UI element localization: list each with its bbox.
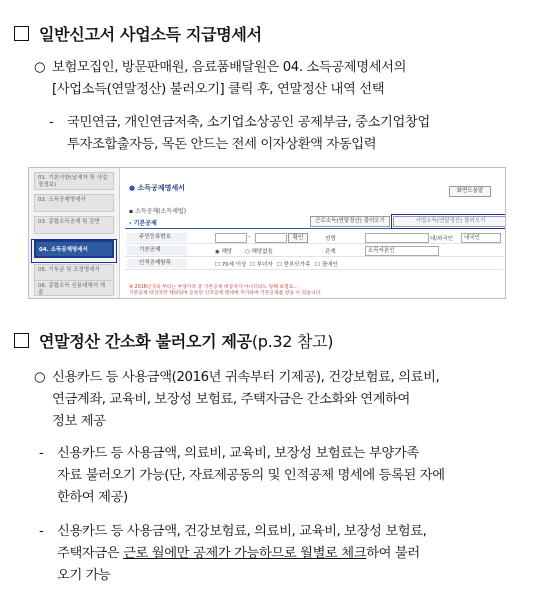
embedded-screenshot [28, 167, 506, 299]
checkbox-option[interactable]: ☐ 70세 이상 [215, 262, 247, 268]
checkbox-option[interactable]: ☐ 부녀자 [250, 262, 273, 268]
highlight-box [31, 239, 117, 263]
section2-paragraph-1 [34, 367, 440, 433]
section2-title: 연말정산 간소화 불러오기 제공(p.32 참고) [14, 329, 333, 352]
radio-icon: ◉ [215, 249, 220, 255]
field-label: 관계 [325, 249, 336, 255]
form-row [125, 257, 503, 270]
checkbox-option[interactable]: ☐ 한부모가족 [277, 262, 311, 268]
text-line: 주택자금은 근로 월에만 공제가 가능하므로 월별로 체크하여 불러 [57, 546, 420, 561]
checkbox-icon: ☐ [277, 262, 282, 268]
sidebar-item[interactable]: 02. 소득공제명세서 [34, 194, 114, 212]
page-reference: (p.32 참고) [251, 332, 334, 351]
sidebar-item[interactable]: 03. 종합소득공제 및 감면 [34, 216, 114, 234]
text-line: 국민연금, 개인연금저축, 소기업소상공인 공제부금, 중소기업창업 [67, 115, 430, 130]
text-line: [사업소득(연말정산) 불러오기] 클릭 후, 연말정산 내역 선택 [52, 82, 385, 97]
field-label: 주민등록번호 [127, 233, 187, 242]
section2-paragraph-2 [39, 443, 445, 509]
section2-paragraph-3 [39, 521, 427, 587]
nationality-select[interactable]: 내국인 [461, 233, 501, 243]
underlined-text: 근로 월에만 공제가 가능하므로 월별로 체크 [123, 546, 367, 561]
text-line: 신용카드 등 사용금액(2016년 귀속부터 기제공), 건강보험료, 의료비, [52, 370, 440, 385]
radio-option[interactable]: ○ 해당없음 [245, 249, 273, 255]
text-line: 한하여 제공) [57, 490, 128, 505]
help-button[interactable]: 화면도움말 [449, 186, 491, 197]
ssn-back-input[interactable] [255, 233, 287, 243]
form-row [125, 231, 503, 244]
checkbox-icon: ☐ [250, 262, 255, 268]
main-title: ● 소득공제명세서 [129, 184, 185, 192]
circle-dot-icon: ● [129, 184, 136, 192]
text-line: 오기 가능 [57, 568, 111, 583]
confirm-button[interactable]: 확인 [288, 233, 308, 243]
field-label: 성명 [325, 236, 336, 242]
business-income-import-button[interactable]: 사업소득(연말정산) 불러오기 [393, 216, 506, 227]
text-line: 보험모집인, 방문판매원, 음료품배달원은 04. 소득공제명세서의 [52, 60, 407, 75]
square-bullet-icon: ▪ [129, 208, 134, 215]
highlight-box [391, 214, 506, 229]
sidebar-item-active[interactable]: 04. 소득공제명세서 [34, 240, 114, 258]
sidebar-item[interactable]: 05. 기부금 및 조정명세서 [34, 264, 114, 282]
dash-bullet: - [39, 446, 44, 461]
checkbox-icon: ☐ [315, 262, 320, 268]
circle-bullet-icon: ○ [34, 370, 46, 385]
section1-title: 일반신고서 사업소득 지급명세서 [14, 22, 262, 45]
text-line: 신용카드 등 사용금액, 건강보험료, 의료비, 교육비, 보장성 보험료, [57, 524, 427, 539]
checkbox-option[interactable]: ☐ 장애인 [315, 262, 338, 268]
text-line: 신용카드 등 사용금액, 의료비, 교육비, 보장성 보험료는 부양가족 [57, 446, 419, 461]
sidebar [29, 168, 120, 298]
ssn-front-input[interactable] [215, 233, 247, 243]
tab-basic-deduction[interactable]: › 기본공제 [129, 220, 157, 227]
note-line: 기본공제 대상자만 해당되며 등록된 인적공제 명세에 추가하여 기본공제를 받을 수 있습니다. [129, 291, 322, 296]
field-label: 내/외국인 [430, 236, 454, 242]
form-row [125, 244, 503, 257]
text-line: 자료 불러오기 가능(단, 자료제공동의 및 인적공제 명세에 등록된 자에 [57, 468, 445, 483]
section1-paragraph-1 [34, 57, 407, 101]
earned-income-import-button[interactable]: 근로소득(연말정산) 불러오기 [310, 216, 390, 227]
chevron-right-icon: › [129, 220, 132, 227]
sidebar-item[interactable]: 01. 기본사항(납세자 및 사업장정보) [34, 172, 114, 190]
note-text [129, 285, 322, 297]
relation-select[interactable]: 소득자본인 [365, 246, 439, 256]
radio-option[interactable]: ◉ 해당 [215, 249, 233, 255]
field-label: 기본공제 [127, 246, 187, 255]
sidebar-item[interactable]: 06. 종합소득 신용대체서 제출 [34, 280, 114, 296]
dash-bullet: - [49, 115, 54, 130]
circle-bullet-icon: ○ [34, 60, 46, 75]
text-line: 연금계좌, 교육비, 보장성 보험료, 주택자금은 간소화와 연계하여 [52, 392, 411, 407]
text-line: 정보 제공 [52, 414, 106, 429]
text-line: 투자조합출자등, 목돈 안드는 전세 이자상환액 자동입력 [67, 137, 377, 152]
radio-icon: ○ [245, 249, 250, 255]
field-label: 인적공제항목 [127, 259, 187, 268]
dash-text: - [248, 234, 250, 240]
checkbox-square-icon [14, 333, 29, 348]
checkbox-icon: ☐ [215, 262, 220, 268]
name-input[interactable] [365, 233, 429, 243]
sub-title: ▪ 소득공제(소득세법) [129, 208, 187, 215]
checkbox-square-icon [14, 26, 29, 41]
section1-paragraph-2 [49, 112, 430, 156]
dash-bullet: - [39, 524, 44, 539]
note-line: ※ 2016년귀속 부터는 부양가족 중 기본공제 대상자가 아니더라도 당해 보험료... [129, 285, 298, 290]
